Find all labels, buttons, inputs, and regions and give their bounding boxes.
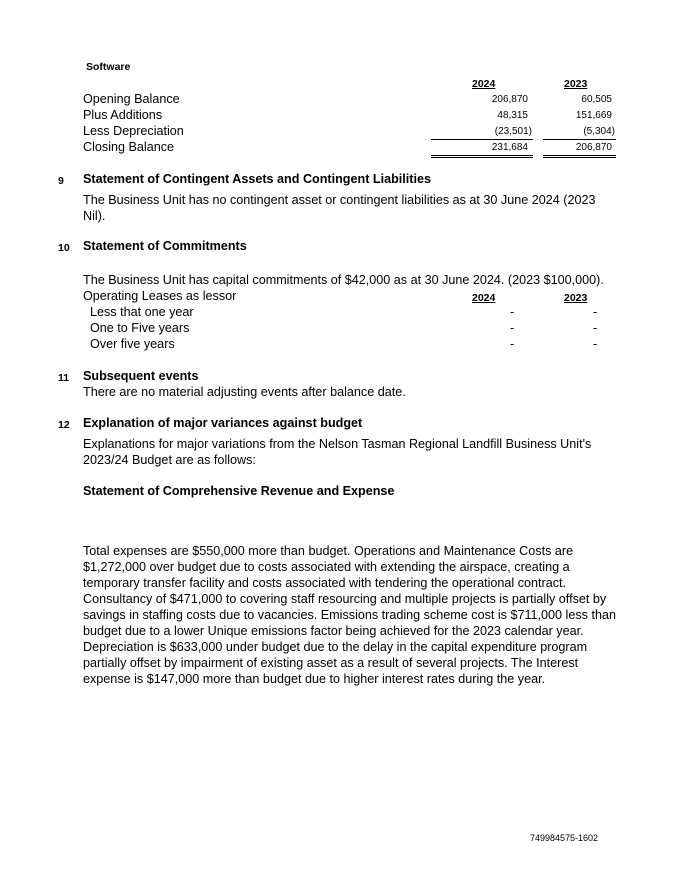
section-number: 11 — [58, 372, 70, 384]
total-rule — [431, 157, 533, 158]
section-title: Statement of Commitments — [83, 239, 247, 253]
software-row-2023: 151,669 — [575, 110, 612, 121]
leases-col-2023: 2023 — [564, 292, 588, 304]
subtotal-rule — [543, 139, 616, 140]
software-row-label: Closing Balance — [83, 140, 175, 154]
section-body: There are no material adjusting events after balance date. — [83, 385, 406, 399]
software-row-2024: 48,315 — [497, 110, 528, 121]
section-body: The Business Unit has no contingent asset or contingent liabilities as at 30 June 2024 (2023 Nil). — [83, 193, 596, 223]
section-number: 9 — [58, 175, 64, 187]
leases-row-label: Less that one year — [90, 305, 194, 319]
subtotal-rule — [431, 139, 533, 140]
software-row-label: Plus Additions — [83, 108, 163, 122]
section-number: 10 — [58, 242, 70, 254]
software-row-2023: 206,870 — [575, 142, 612, 153]
total-rule — [431, 155, 533, 156]
total-rule — [543, 155, 616, 156]
software-row-2024: 231,684 — [491, 142, 528, 153]
variance-paragraph: Total expenses are $550,000 more than budget. Operations and Maintenance Costs are $1,272,000 over budget due to costs associated with extending the airspace, creating a temporary transfer facility and costs associated with tendering the operational contract. Consultancy of $471,000 to covering staff resourcing and multiple projects is partially offset by savings in staffing costs due to vacancies. Emissions trading scheme cost is $711,000 less than budget due to a lower Unique emissions factor being achieved for the 2023 calendar year. Depreciation is $633,000 under budget due to the delay in the capital expenditure program partially offset by impairment of existing asset as a result of several projects. The Interest expense is $147,000 more than budget due to higher interest rates during the year. — [83, 544, 616, 686]
section-body: The Business Unit has capital commitments of $42,000 as at 30 June 2024. (2023 $100,000). — [83, 273, 604, 287]
leases-row-label: Over five years — [90, 337, 175, 351]
leases-row-2023: - — [593, 305, 598, 319]
document-id: 749984575-1602 — [530, 833, 599, 843]
software-row-2024: 206,870 — [491, 94, 528, 105]
section-number: 12 — [58, 419, 70, 431]
leases-row-2024: - — [510, 321, 515, 335]
leases-row-2024: - — [510, 305, 515, 319]
software-row-2023: (5,304) — [583, 126, 615, 137]
section-title: Subsequent events — [83, 369, 199, 383]
leases-row-2023: - — [593, 321, 598, 335]
software-row-label: Opening Balance — [83, 92, 180, 106]
leases-col-2024: 2024 — [472, 292, 496, 304]
leases-row-2023: - — [593, 337, 598, 351]
section-title: Explanation of major variances against budget — [83, 416, 363, 430]
total-rule — [543, 157, 616, 158]
leases-row-label: One to Five years — [90, 321, 190, 335]
software-row-2023: 60,505 — [581, 94, 612, 105]
software-heading: Software — [86, 61, 131, 73]
software-col-2023: 2023 — [564, 78, 588, 90]
software-row-2024: (23,501) — [494, 126, 532, 137]
section-subheading: Statement of Comprehensive Revenue and Expense — [83, 484, 395, 498]
software-row-label: Less Depreciation — [83, 124, 184, 138]
leases-row-2024: - — [510, 337, 515, 351]
section-title: Statement of Contingent Assets and Contingent Liabilities — [83, 172, 431, 186]
section-body: Explanations for major variations from the Nelson Tasman Regional Landfill Business Unit's 2023/24 Budget are as follows: — [83, 437, 592, 467]
leases-label: Operating Leases as lessor — [83, 289, 237, 303]
software-col-2024: 2024 — [472, 78, 496, 90]
